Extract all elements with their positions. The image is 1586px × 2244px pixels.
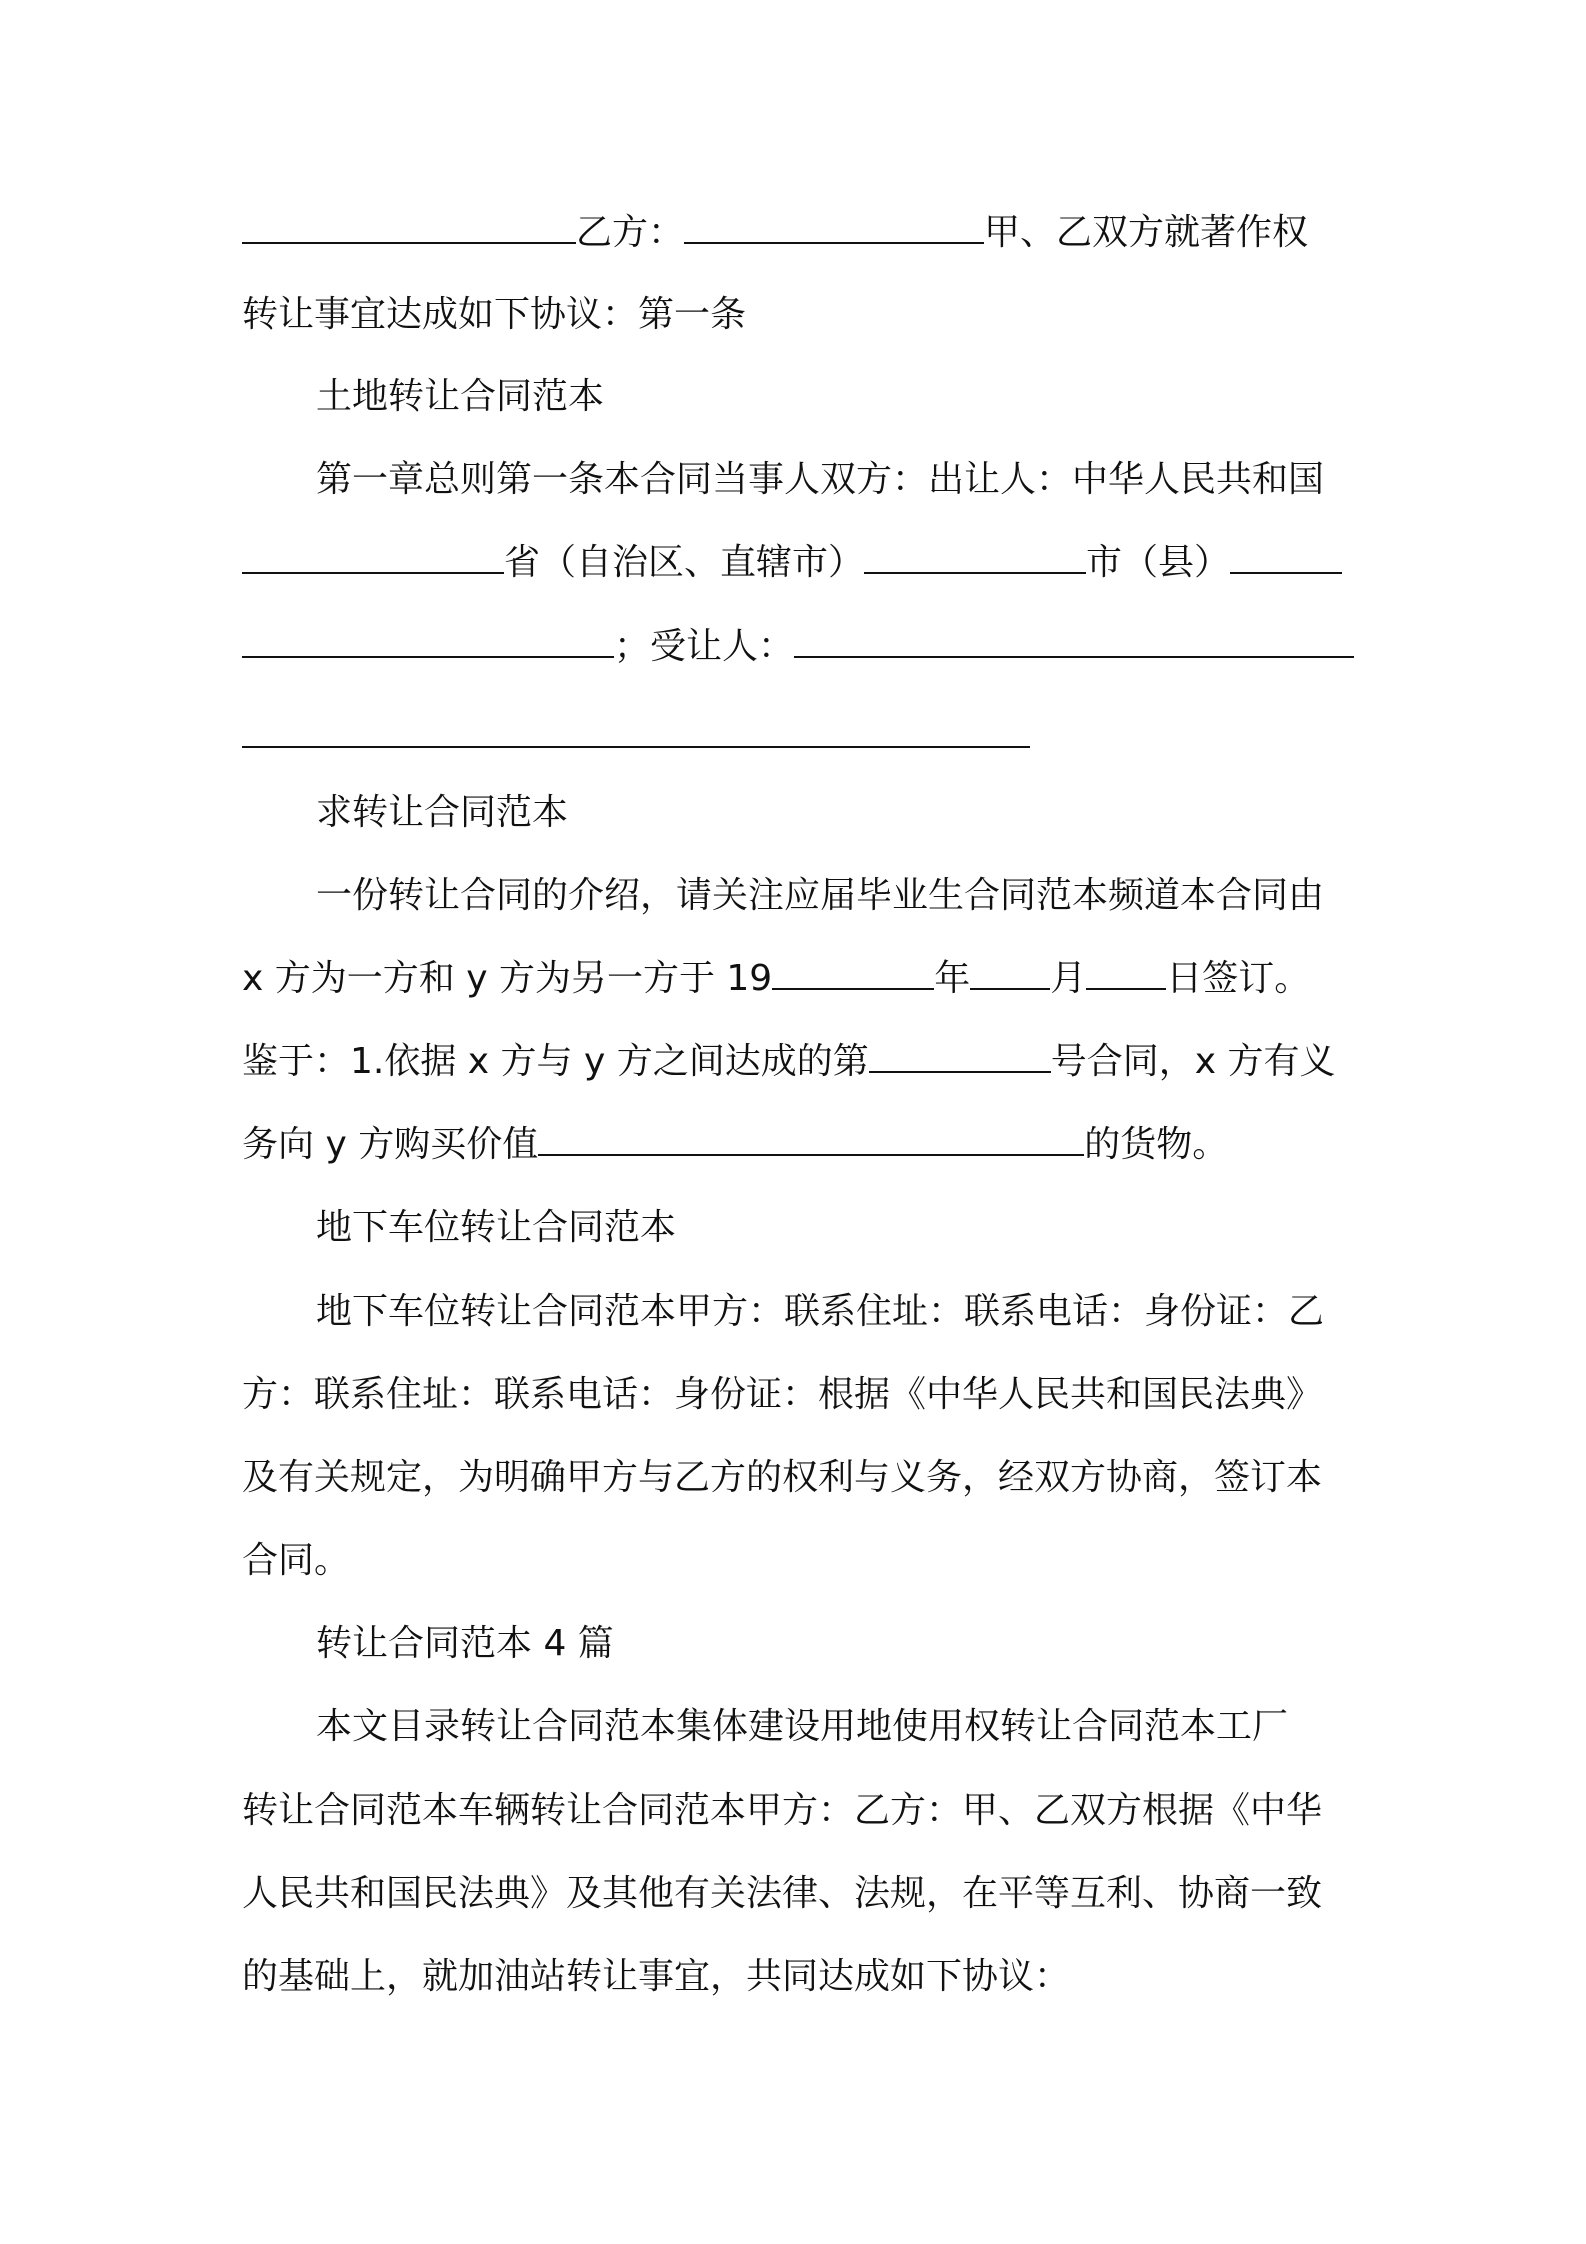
fill-in-blank [970,954,1050,990]
paragraph-line: 的基础上，就加油站转让事宜，共同达成如下协议： [242,1956,1071,1997]
text-segment: 省（自治区、直辖市） [504,542,865,583]
text-segment: 的货物。 [1084,1124,1229,1165]
paragraph-line: 转让事宜达成如下协议：第一条 [242,294,747,335]
text-segment: 务向 y 方购买价值 [242,1124,539,1165]
text-segment: 月 [1050,958,1087,999]
text-segment: 年 [934,958,971,999]
fill-in-blank [242,622,614,658]
text-segment: 甲、乙双方就著作权 [984,212,1309,253]
text-segment: x 方为一方和 y 方为另一方于 19 [242,958,773,999]
paragraph-line: 转让合同范本车辆转让合同范本甲方：乙方：甲、乙双方根据《中华 [242,1790,1323,1831]
paragraph-line: 地下车位转让合同范本甲方：联系住址：联系电话：身份证：乙 [316,1291,1325,1332]
paragraph-line: 第一章总则第一条本合同当事人双方：出让人：中华人民共和国 [316,459,1325,500]
paragraph-line [242,954,1354,1004]
fill-in-blank [772,954,934,990]
section-heading: 地下车位转让合同范本 [316,1207,677,1248]
fill-in-blank [864,538,1086,574]
fill-in-blank [1086,954,1166,990]
fill-in-blank [684,208,984,244]
text-segment: 鉴于：1.依据 x 方与 y 方之间达成的第 [242,1041,869,1082]
fill-in-blank [242,538,504,574]
fill-in-blank [1230,538,1342,574]
paragraph-line: 方：联系住址：联系电话：身份证：根据《中华人民共和国民法典》 [242,1374,1323,1415]
paragraph-line [242,622,1354,672]
fill-in-blank [242,208,576,244]
paragraph-line [242,1120,1354,1170]
fill-in-blank [538,1120,1084,1156]
fill-in-blank [242,746,1030,748]
fill-in-blank [869,1037,1051,1073]
paragraph-line: 人民共和国民法典》及其他有关法律、法规，在平等互利、协商一致 [242,1873,1323,1914]
text-segment: 乙方： [576,212,685,253]
paragraph-line [242,1037,1354,1087]
text-segment: 市（县） [1086,542,1231,583]
text-segment: 号合同，x 方有义 [1050,1041,1336,1082]
fill-in-blank [794,622,1354,658]
section-heading: 转让合同范本 4 篇 [316,1623,614,1664]
section-heading: 求转让合同范本 [316,792,569,833]
paragraph-line: 本文目录转让合同范本集体建设用地使用权转让合同范本工厂 [316,1706,1289,1747]
text-segment: ；受让人： [614,626,795,667]
paragraph-line: 及有关规定，为明确甲方与乙方的权利与义务，经双方协商，签订本 [242,1457,1323,1498]
text-segment: 日签订。 [1166,958,1311,999]
paragraph-line [242,538,1354,588]
section-heading: 土地转让合同范本 [316,376,605,417]
paragraph-line [242,208,1354,258]
paragraph-line: 合同。 [242,1540,351,1581]
paragraph-line: 一份转让合同的介绍，请关注应届毕业生合同范本频道本合同由 [316,875,1325,916]
